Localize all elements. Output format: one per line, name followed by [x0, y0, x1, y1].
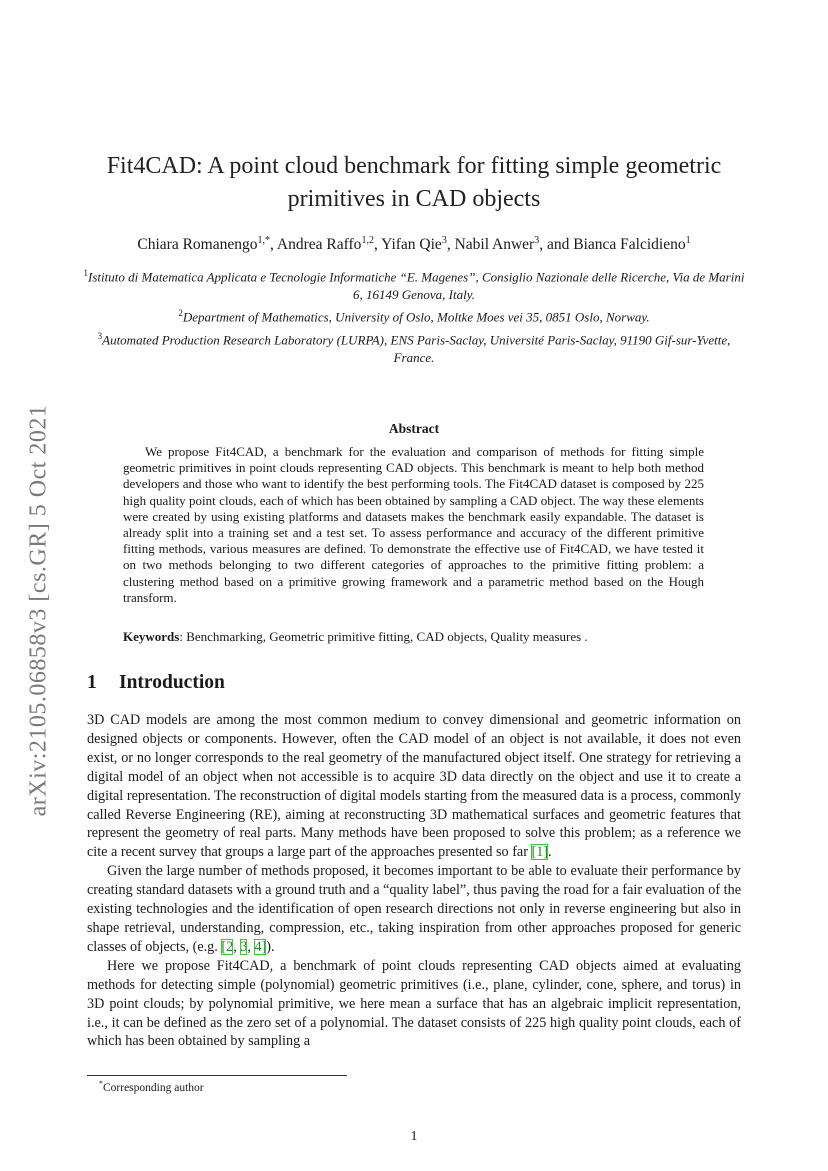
- paragraph-end: .: [548, 844, 552, 861]
- paper-title: Fit4CAD: A point cloud benchmark for fitting simple geometric primitives in CAD objects: [106, 153, 722, 212]
- affiliation-text: Department of Mathematics, University of Oslo, Moltke Moes vei 35, 0851 Oslo, Norway.: [182, 309, 650, 325]
- affiliation-mark: 2: [178, 308, 183, 319]
- citation-link[interactable]: [2: [221, 938, 234, 955]
- section-number: 1: [87, 672, 97, 693]
- abstract-heading: Abstract: [388, 421, 440, 436]
- author-affil-mark: 1: [685, 235, 691, 246]
- paragraph: [87, 711, 741, 862]
- affiliation-mark: 3: [97, 330, 103, 341]
- keywords-text: : Benchmarking, Geometric primitive fitting, CAD objects, Quality measures .: [179, 629, 588, 644]
- paragraph-end: ).: [266, 938, 275, 955]
- author-affil-mark: 1,*: [257, 235, 271, 246]
- paragraph-text: Given the large number of methods proposed, it becomes important to be able to evaluate their performance by creating standard datasets with a ground truth and a “quality label”, thus paving the road for a fair evaluation of the existing technologies and the identification of open research directions not only in reverse engineering but also in shape retrieval, understanding, compression, etc., taking inspiration from other approaches proposed for generic classes of objects, (e.g.: [87, 863, 741, 955]
- section-heading: [87, 672, 225, 694]
- affiliation-text: Automated Production Research Laboratory (LURPA), ENS Paris-Saclay, Université Paris-Saclay, 91190 Gif-sur-Yvette, France.: [102, 331, 731, 365]
- footnote-rule: [87, 1075, 347, 1076]
- citation-link[interactable]: 4]: [254, 938, 267, 955]
- author-separator: ,: [446, 236, 455, 254]
- page-number: 1: [410, 1129, 418, 1144]
- keywords-label: Keywords: [123, 629, 180, 644]
- section-title: Introduction: [119, 672, 225, 693]
- author-separator: , and: [539, 236, 574, 254]
- keywords: [123, 629, 704, 645]
- citation-link[interactable]: 3: [240, 938, 248, 955]
- affiliation-text: Istituto di Matematica Applicata e Tecnologie Informatiche “E. Magenes”, Consiglio Nazionale delle Ricerche, Via de Marini 6, 16149 Genova, Italy.: [88, 269, 745, 303]
- abstract-text: We propose Fit4CAD, a benchmark for the evaluation and comparison of methods for fitting simple geometric primitives in point clouds representing CAD objects. This benchmark is meant to help both method developers and those who want to identify the best performing tools. The Fit4CAD dataset is composed by 225 high quality point clouds, each of which has been obtained by sampling a CAD object. The way these elements were created by using existing platforms and datasets makes the benchmark easily expandable. The dataset is already split into a training set and a test set. To assess performance and accuracy of the different primitive fitting methods, various measures are defined. To demonstrate the effective use of Fit4CAD, we have tested it on two methods belonging to two different categories of approaches to the primitive fitting problem: a clustering method based on a primitive growing framework and a parametric method based on the Hough transform.: [123, 444, 704, 605]
- author-name: Yifan Qie: [381, 236, 442, 254]
- affiliation: [80, 327, 748, 367]
- affiliation: [80, 264, 748, 304]
- author-affil-mark: 3: [534, 235, 540, 246]
- citation-separator: ,: [233, 938, 241, 955]
- body-text: [87, 711, 741, 1051]
- author-affil-mark: 1,2: [361, 235, 374, 246]
- author-name: Chiara Romanengo: [137, 236, 258, 254]
- author-name: Bianca Falcidieno: [573, 236, 686, 254]
- footnote-text: Corresponding author: [103, 1081, 204, 1094]
- arxiv-stamp-text: arXiv:2105.06858v3 [cs.GR] 5 Oct 2021: [25, 404, 52, 816]
- citation-link[interactable]: [1]: [531, 844, 549, 861]
- author-affil-mark: 3: [441, 235, 447, 246]
- author-name: Andrea Raffo: [276, 236, 362, 254]
- paragraph: Here we propose Fit4CAD, a benchmark of point clouds representing CAD objects aimed at evaluating methods for detecting simple (polynomial) geometric primitives (i.e., plane, cylinder, cone, sphere, and torus) in 3D point clouds; by polynomial primitive, we here mean a surface that has an algebraic implicit representation, i.e., it can be defined as the zero set of a polynomial. The dataset consists of 225 high quality point clouds, each of which has been obtained by sampling a: [87, 957, 741, 1050]
- arxiv-stamp: [20, 375, 58, 845]
- affiliation: [80, 304, 748, 326]
- author-list: [60, 231, 768, 255]
- author-name: Nabil Anwer: [454, 236, 535, 254]
- author-separator: ,: [270, 236, 277, 254]
- affiliation-list: [80, 264, 748, 367]
- footnote-mark: *: [99, 1079, 103, 1088]
- paragraph-text: 3D CAD models are among the most common medium to convey dimensional and geometric information on designed objects or components. However, often the CAD model of an object is not available, it does not even exist, or no longer corresponds to the real geometry of the manufactured object itself. One strategy for retrieving a digital model of an object when not accessible is to acquire 3D data directly on the object and use it to create a digital representation. The reconstruction of digital models starting from the measured data is a process, commonly called Reverse Engineering (RE), aiming at reconstructing 3D mathematical surfaces and geometric features that represent the geometry of real parts. Many methods have been proposed to solve this problem; as a reference we cite a recent survey that groups a large part of the approaches presented so far: [87, 712, 741, 861]
- footnote: [99, 1079, 204, 1094]
- citation-separator: ,: [247, 938, 255, 955]
- affiliation-mark: 1: [83, 268, 89, 278]
- paragraph: [87, 862, 741, 957]
- author-separator: ,: [373, 236, 382, 254]
